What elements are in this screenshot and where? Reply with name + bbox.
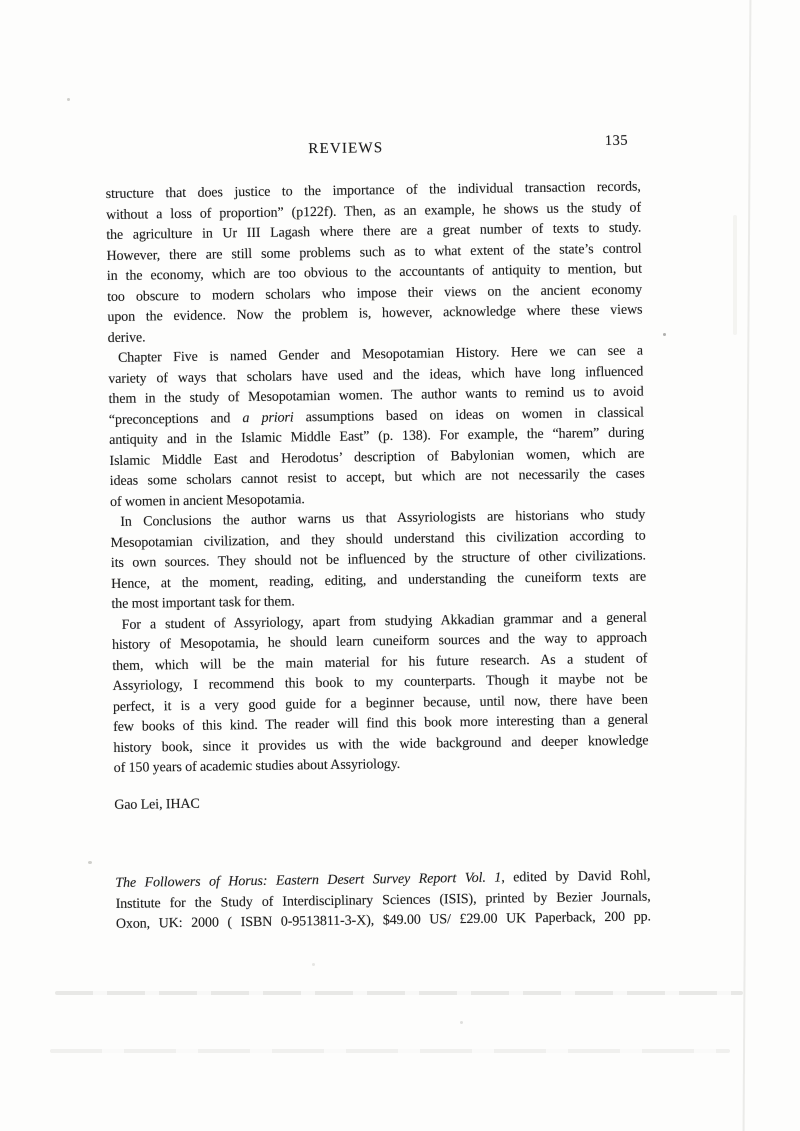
- review-paragraph-1: structure that does justice to the importance of the individual transaction records, without a loss of proportion” (p122f). Then, as an example, he shows us the study of the agriculture in Ur III Lagash where there are a great number of texts to study. However, there are still some problems such as to what extent of the state’s control in the economy, which are too obvious to the accountants of antiquity to mention, but too obscure to modern scholars who impose their views on the ancient economy upon the evidence. Now the problem is, however, acknowledge where these views derive.: [105, 179, 643, 346]
- scanner-artifact-strip: [55, 991, 743, 995]
- scan-speck: [312, 963, 315, 966]
- page-number: 135: [604, 132, 629, 150]
- page-edge-line: [743, 0, 751, 1131]
- reviewer-signature: Gao Lei, IHAC: [114, 796, 200, 813]
- scan-speck: [663, 333, 666, 336]
- page-edge-smudge: [733, 215, 737, 335]
- scan-speck: [67, 98, 70, 101]
- book-citation: The Followers of Horus: Eastern Desert Survey Report Vol. 1, edited by David Rohl, Institute for the Study of Interdisciplinary Sciences (ISIS), printed by Bezier Journals, Oxon, UK: 2000 ( ISBN 0-9513811-3-X), $49.00 US/ £29.00 UK Paperback, 200 pp.: [115, 868, 651, 932]
- scan-speck: [460, 1021, 463, 1024]
- scanner-artifact-strip: [50, 1049, 730, 1053]
- page-title: REVIEWS: [308, 140, 384, 158]
- review-paragraph-4: For a student of Assyriology, apart from studying Akkadian grammar and a general history of Mesopotamia, he should learn cuneiform sources and the way to approach them, which will be the main material for his future research. As a student of Assyriology, I recommend this book to my counterparts. Though it maybe not be perfect, it is a very good guide for a beginner because, until now, there have been few books of this kind. The reader will find this book more interesting than a general history book, since it provides us with the wide background and deeper knowledge of 150 years of academic studies about Assyriology.: [111, 609, 649, 776]
- running-header: [105, 132, 640, 163]
- scan-speck: [88, 861, 92, 864]
- text-block: [105, 132, 651, 936]
- review-paragraph-3: In Conclusions the author warns us that Assyriologists are historians who study Mesopotamian civilization, and they should understand this civilization according to its own sources. They should not be influenced by the structure of other civilizations. Hence, at the moment, reading, editing, and understanding the cuneiform texts are the most important task for them.: [110, 507, 647, 612]
- review-paragraph-2: Chapter Five is named Gender and Mesopotamian History. Here we can see a variety of ways that scholars have used and the ideas, which have long influenced them in the study of Mesopotamian women. The author wants to remind us to avoid “preconceptions and a priori assumptions based on ideas on women in classical antiquity and in the Islamic Middle East” (p. 138). For example, the “harem” during Islamic Middle East and Herodotus’ description of Babylonian women, which are ideas some scholars cannot resist to accept, but which are not necessarily the cases of women in ancient Mesopotamia.: [108, 343, 645, 510]
